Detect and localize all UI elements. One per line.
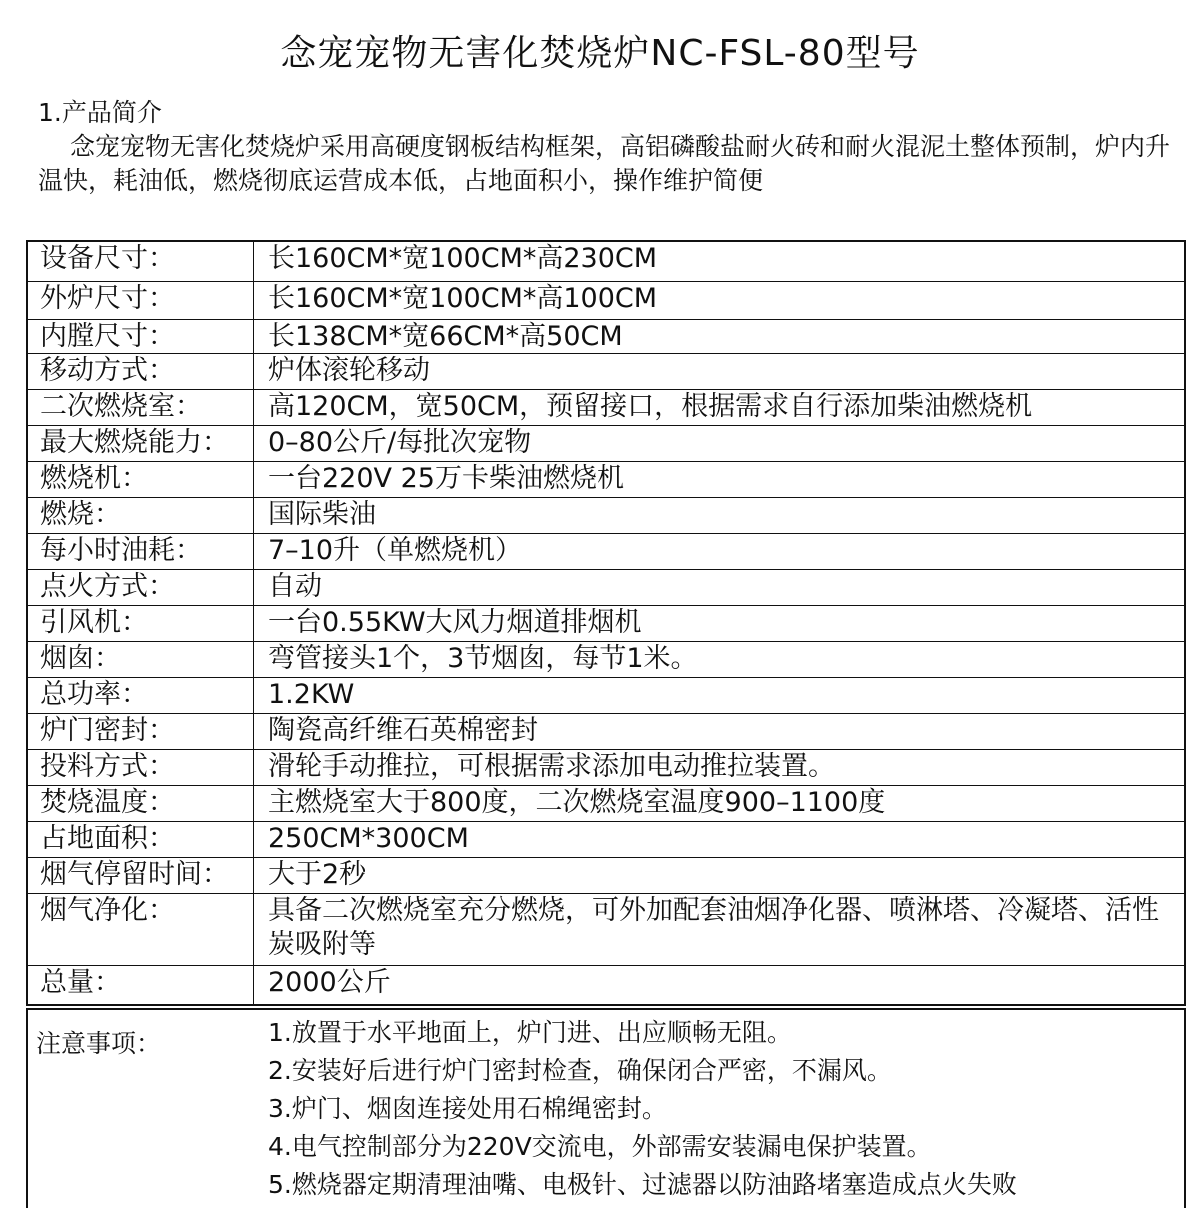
spec-label: 烟囱： bbox=[28, 642, 254, 677]
spec-row bbox=[28, 320, 1184, 354]
spec-row bbox=[28, 498, 1184, 534]
spec-row bbox=[28, 714, 1184, 750]
spec-row bbox=[28, 534, 1184, 570]
spec-row bbox=[28, 462, 1184, 498]
notes-section bbox=[26, 1008, 1186, 1208]
note-item: 5.燃烧器定期清理油嘴、电极针、过滤器以防油路堵塞造成点火失败 bbox=[268, 1170, 1017, 1199]
spec-row bbox=[28, 894, 1184, 966]
spec-table bbox=[26, 240, 1186, 1006]
spec-label: 引风机： bbox=[28, 606, 254, 641]
spec-value: 长160CM*宽100CM*高100CM bbox=[268, 283, 658, 314]
spec-value: 弯管接头1个，3节烟囱，每节1米。 bbox=[268, 643, 698, 674]
spec-label: 烟气停留时间： bbox=[28, 858, 254, 893]
spec-row bbox=[28, 606, 1184, 642]
spec-label: 内膛尺寸： bbox=[28, 320, 254, 353]
spec-label: 二次燃烧室： bbox=[28, 390, 254, 425]
spec-row bbox=[28, 426, 1184, 462]
spec-label: 最大燃烧能力： bbox=[28, 426, 254, 461]
spec-label: 点火方式： bbox=[28, 570, 254, 605]
spec-value: 自动 bbox=[268, 571, 322, 602]
spec-row bbox=[28, 354, 1184, 390]
spec-row bbox=[28, 750, 1184, 786]
spec-value: 7–10升（单燃烧机） bbox=[268, 535, 523, 566]
spec-row bbox=[28, 242, 1184, 282]
note-item: 2.安装好后进行炉门密封检查，确保闭合严密，不漏风。 bbox=[268, 1056, 892, 1085]
notes-label: 注意事项： bbox=[36, 1029, 162, 1058]
spec-value: 具备二次燃烧室充分燃烧，可外加配套油烟净化器、喷淋塔、冷凝塔、活性炭吸附等 bbox=[268, 895, 1159, 960]
spec-label: 燃烧： bbox=[28, 498, 254, 533]
spec-label: 设备尺寸： bbox=[28, 242, 254, 281]
spec-label: 烟气净化： bbox=[28, 894, 254, 965]
spec-value: 长160CM*宽100CM*高230CM bbox=[268, 243, 658, 274]
spec-value: 陶瓷高纤维石英棉密封 bbox=[268, 715, 538, 746]
spec-row bbox=[28, 822, 1184, 858]
spec-value: 国际柴油 bbox=[268, 499, 376, 530]
note-item: 4.电气控制部分为220V交流电，外部需安装漏电保护装置。 bbox=[268, 1132, 932, 1161]
spec-value: 0–80公斤/每批次宠物 bbox=[268, 427, 532, 458]
spec-label: 移动方式： bbox=[28, 354, 254, 389]
spec-label: 外炉尺寸： bbox=[28, 282, 254, 319]
spec-label: 炉门密封： bbox=[28, 714, 254, 749]
notes-list bbox=[254, 1010, 1184, 1208]
product-intro bbox=[38, 96, 1188, 198]
intro-text: 念宠宠物无害化焚烧炉采用高硬度钢板结构框架，高铝磷酸盐耐火砖和耐火混泥土整体预制，炉内升温快，耗油低，燃烧彻底运营成本低，占地面积小，操作维护简便 bbox=[38, 132, 1171, 195]
page-title: 念宠宠物无害化焚烧炉NC-FSL-80型号 bbox=[280, 33, 920, 74]
spec-row bbox=[28, 858, 1184, 894]
note-item: 1.放置于水平地面上，炉门进、出应顺畅无阻。 bbox=[268, 1018, 792, 1047]
spec-value: 炉体滚轮移动 bbox=[268, 355, 430, 386]
spec-row bbox=[28, 966, 1184, 1004]
spec-row bbox=[28, 390, 1184, 426]
spec-value: 大于2秒 bbox=[268, 859, 367, 890]
spec-label: 总量： bbox=[28, 966, 254, 1004]
spec-value: 高120CM，宽50CM，预留接口，根据需求自行添加柴油燃烧机 bbox=[268, 391, 1033, 422]
spec-row bbox=[28, 678, 1184, 714]
spec-value: 长138CM*宽66CM*高50CM bbox=[268, 321, 623, 352]
spec-value: 滑轮手动推拉，可根据需求添加电动推拉装置。 bbox=[268, 751, 835, 782]
spec-value: 主燃烧室大于800度，二次燃烧室温度900–1100度 bbox=[268, 787, 886, 818]
note-item: 3.炉门、烟囱连接处用石棉绳密封。 bbox=[268, 1094, 667, 1123]
spec-label: 燃烧机： bbox=[28, 462, 254, 497]
spec-value: 一台220V 25万卡柴油燃烧机 bbox=[268, 463, 624, 494]
spec-value: 250CM*300CM bbox=[268, 823, 469, 854]
spec-row bbox=[28, 570, 1184, 606]
spec-label: 焚烧温度： bbox=[28, 786, 254, 821]
spec-label: 每小时油耗： bbox=[28, 534, 254, 569]
spec-value: 一台0.55KW大风力烟道排烟机 bbox=[268, 607, 642, 638]
spec-label: 总功率： bbox=[28, 678, 254, 713]
spec-value: 1.2KW bbox=[268, 679, 355, 710]
spec-row bbox=[28, 786, 1184, 822]
spec-label: 占地面积： bbox=[28, 822, 254, 857]
spec-label: 投料方式： bbox=[28, 750, 254, 785]
spec-row bbox=[28, 642, 1184, 678]
spec-value: 2000公斤 bbox=[268, 967, 391, 998]
intro-heading: 1.产品简介 bbox=[38, 98, 162, 127]
spec-row bbox=[28, 282, 1184, 320]
